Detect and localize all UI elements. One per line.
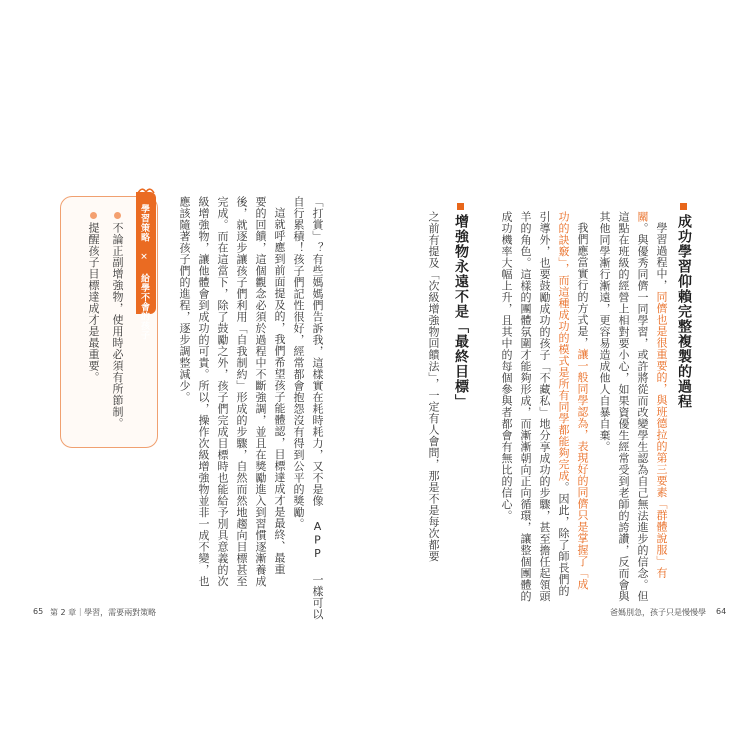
left-body-col1: 「打賞」？有些媽媽們告訴我，這樣實在耗時耗力，又不是像 APP 一樣可以 [311, 196, 324, 620]
right-para1-col1-highlight: 同儕也是很重要的，與班德拉的第三要素「群體說服」有 [655, 291, 668, 579]
tip-item-2: 提醒孩子目標達成才是最重要。 [87, 222, 100, 383]
right-para2-col1-highlight: 讓一般同學認為，表現好的同儕只是掌握了「成 [576, 348, 589, 590]
left-body-col5: 後，就逐步讓孩子們利用「自我制約」形成的步驟，自然而然地趨向目標甚至 [235, 196, 248, 587]
tip-bullet-1 [114, 212, 121, 219]
right-para2-col2-highlight: 功的訣竅」，而這種成功的模式是所有同學都能夠完成 [557, 211, 570, 482]
right-para2-col4: 羊的角色。這樣的團體氛圍才能夠形成，而漸漸朝向正向循環，讓整個團體的 [519, 211, 532, 602]
right-para1-col2 [637, 211, 648, 602]
tip-label-text: 學習策略 ✕ 給學不會的孩子 [139, 204, 149, 340]
section1-heading: 成功學習仰賴完整複製的過程 [676, 214, 692, 409]
right-para1-col1-plain: 學習過程中， [655, 222, 668, 291]
right-para1-col3: 這點在班級的經營上相對要小心，如果資優生經常受到老師的誇讚，反而會與 [617, 211, 630, 602]
right-para2-col2-plain: 。因此，除了師長們的 [557, 481, 570, 597]
section2-heading-marker [457, 203, 464, 210]
right-para1-col2-highlight: 關 [636, 211, 649, 223]
tip-bullet-2 [90, 212, 97, 219]
section1-heading-marker [680, 203, 687, 210]
right-para2-col5: 成功機率大幅上升，且其中的每個參與者都會有無比的信心。 [500, 211, 513, 522]
left-footer-title: 第 2 章｜學習，需要兩對策略 [50, 608, 157, 617]
left-body-col7: 級增強物，讓他體會到成功的可貴。所以，操作次級增強物並非一成不變，也 [197, 196, 210, 587]
right-section2-col1: 之前有提及「次級增強物回饋法」，一定有人會問，那是不是每次都要 [427, 211, 440, 562]
left-body-col4: 要的回饋，這個觀念必須於過程中不斷強調，並且在獎勵進入到習慣逐漸養成 [254, 196, 267, 587]
right-para1-col1 [656, 222, 667, 579]
right-para2-col3: 引導外，也要鼓勵成功的孩子「不藏私」地分享成功的步驟，甚至擔任起領頭 [538, 211, 551, 602]
left-footer-page-number: 65 [33, 607, 44, 616]
left-body-col2: 自行累積！孩子們記性很好，經常都會抱怨沒有得到公平的獎勵。 [292, 196, 305, 530]
left-body-col6: 完成。而在這當下，除了鼓勵之外，孩子們完成目標時也能給予別具意義的次 [216, 196, 229, 587]
right-para2-col1-plain: 我們應當實行的方式是， [576, 222, 589, 349]
left-body-col3: 這就呼應到前面提及的，我們希望孩子能體認，目標達成才是最終、最重 [273, 207, 286, 575]
right-para2-col1 [577, 222, 588, 590]
right-footer-page-number: 64 [716, 607, 727, 616]
right-para1-col2-plain: 。與優秀同儕一同學習，或許將從而改變學生認為自己無法進步的信念。但 [636, 222, 649, 602]
right-para2-col2 [558, 211, 569, 597]
right-footer-title: 爸媽別急，孩子只是慢慢學 [610, 608, 706, 617]
tip-item-1: 不論正副增強物，使用時必須有所節制。 [111, 222, 124, 429]
section2-heading: 增強物永遠不是「最終目標」 [453, 214, 469, 409]
right-para1-col4: 其他同學漸行漸遠，更容易造成他人自暴自棄。 [598, 211, 611, 453]
left-body-col8: 應該隨著孩子們的進程，逐步調整減少。 [178, 196, 191, 403]
